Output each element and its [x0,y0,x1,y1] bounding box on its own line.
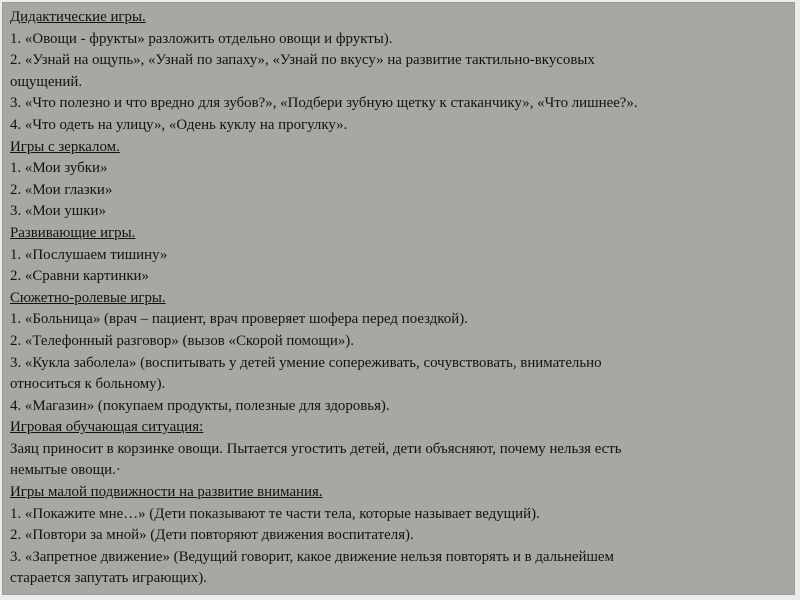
list-item: 1. «Овощи - фрукты» разложить отдельно овощи и фрукты). [10,30,393,47]
heading-developing-games: Развивающие игры. [10,224,136,241]
list-item: 4. «Магазин» (покупаем продукты, полезные для здоровья). [10,397,390,414]
heading-didactic-games: Дидактические игры. [10,9,146,25]
list-item: 2. «Повтори за мной» (Дети повторяют движения воспитателя). [10,527,414,544]
list-item: 3. «Кукла заболела» (воспитывать у детей умение сопереживать, сочувствовать, внимательно [10,354,602,371]
heading-low-mobility-games: Игры малой подвижности на развитие внимания. [10,484,323,501]
list-item-continuation: старается запутать играющих). [10,570,207,587]
list-item-continuation: относиться к больному). [10,376,166,393]
list-item: 3. «Запретное движение» (Ведущий говорит, какое движение нельзя повторять и в дальнейшем [10,548,614,565]
list-item: 2. «Узнай на ощупь», «Узнай по запаху», «Узнай по вкусу» на развитие тактильно-вкусовых [10,52,595,69]
heading-mirror-games: Игры с зеркалом. [10,138,120,155]
heading-learning-situation: Игровая обучающая ситуация: [10,419,204,436]
list-item: 2. «Сравни картинки» [10,268,149,285]
heading-role-play-games: Сюжетно-ролевые игры. [10,289,166,306]
list-item: 3. «Мои ушки» [10,203,106,220]
list-item: 2. «Мои глазки» [10,181,113,198]
list-item: 4. «Что одеть на улицу», «Одень куклу на прогулку». [10,116,348,133]
list-item: 1. «Мои зубки» [10,160,108,177]
text-box [2,2,795,595]
paragraph-line: немытые овощи.· [10,462,121,479]
list-item: 2. «Телефонный разговор» (вызов «Скорой помощи»). [10,332,354,349]
list-item-continuation: ощущений. [10,73,83,90]
list-item: 1. «Покажите мне…» (Дети показывают те части тела, которые называет ведущий). [10,505,540,522]
list-item: 1. «Больница» (врач – пациент, врач проверяет шофера перед поездкой). [10,311,468,328]
list-item: 3. «Что полезно и что вредно для зубов?», «Подбери зубную щетку к стаканчику», «Что лишнее?». [10,95,638,112]
list-item: 1. «Послушаем тишину» [10,246,168,263]
paragraph-line: Заяц приносит в корзинке овощи. Пытается угостить детей, дети объясняют, почему нельзя есть [10,440,622,457]
